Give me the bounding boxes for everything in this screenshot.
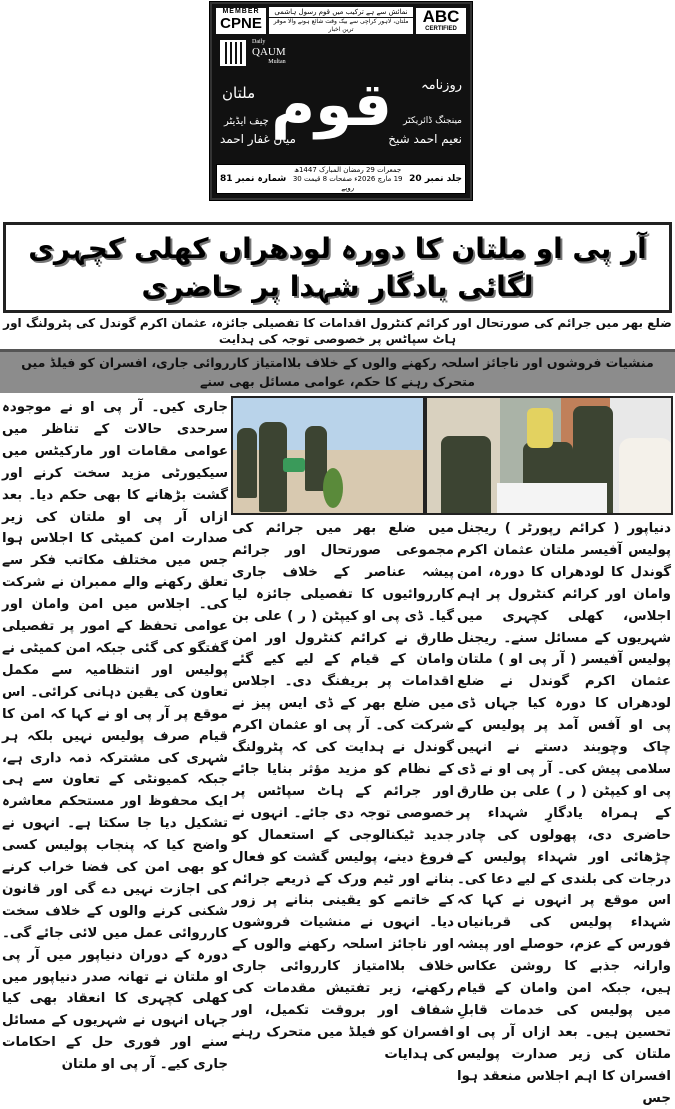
- date-line: جمعرات 29 رمضان المبارک 1447ھ 19 مارچ 2026ء صفحات 8 قیمت 30 روپے: [292, 165, 403, 192]
- article-column-1: دنیاپور ( کرائم رپورٹر ) ریجنل پولیس آفیسر ملتان عثمان اکرم گوندل کا لودھراں کا دورہ، امن وامان اور کرائم کنٹرول پر اہم اجلاس، کھلی کچہری میں شہریوں کے مسائل سنے۔ ریجنل پولیس آفیسر ( آر پی او ) ملتان عثمان اکرم گوندل نے ضلع لودھراں کا دورہ کیا جہاں ڈی پی او آفس آمد پر پولیس کے چاک وچوبند دستے نے انہیں سلامی پیش کی۔ آر پی او نے ڈی پی او کیپٹن ( ر ) علی بن طارق کے ہمراہ یادگارِ شہداء پر حاضری دی، پھولوں کی چادر چڑھائی اور شہداء پولیس کے درجات کی بلندی کے لیے دعا کی۔ اس موقع پر انہوں نے کہا کہ شہداء پولیس کی قربانیاں فورس کے عزم، حوصلے اور پیشہ وارانہ جذبے کا روشن عکاس ہیں، جبکہ امن وامان کے قیام میں پولیس کی خدمات قابلِ تحسین ہیں۔ بعد ازاں آر پی او ملتان کی زیر صدارت پولیس افسران کا اہم اجلاس منعقد ہوا جس: [457, 521, 671, 1106]
- tagline-2: ملتان، لاہور کراچی سے بیک وقت شائع ہونے والا موقر ترین اخبار: [269, 18, 413, 34]
- volume-number: جلد نمبر 20: [409, 173, 462, 184]
- daily-qaum-english: Daily QAUM Multan: [252, 39, 286, 65]
- headline: آر پی او ملتان کا دورہ لودھراں کھلی کچہری لگائی یادگار شہدا پر حاضری: [28, 231, 647, 303]
- managing-director-name: نعیم احمد شیخ: [388, 132, 462, 146]
- article-column-3: جاری کیں۔ آر پی او نے موجودہ سرحدی حالات کے تناظر میں عوامی مقامات اور مارکیٹس میں سیکیورٹی مزید سخت کرنے اور گشت بڑھانے کا بھی حکم دیا۔ بعد ازاں آر پی او ملتان کی زیر صدارت امن کمیٹی کا اجلاس ہوا جس میں مختلف مکاتب فکر سے تعلق رکھنے والے ممبران نے شرکت کی۔ اجلاس میں امن وامان اور عوامی تحفظ کے امور پر تفصیلی گفتگو کی گئی جبکہ امن کمیٹی نے پولیس اور انتظامیہ سے مکمل تعاون کی یقین دہانی کرائی۔ اس موقع پر آر پی او نے کہا کہ امن کا قیام صرف پولیس نہیں بلکہ ہر شہری کی مشترکہ ذمہ داری ہے، جبکہ کمیونٹی کے تعاون سے ہی ایک محفوظ اور مستحکم معاشرہ تشکیل دیا جا سکتا ہے۔ انہوں نے واضح کیا کہ پنجاب پولیس کسی کو بھی امن کی فضا خراب کرنے کی اجازت نہیں دے گی اور قانون شکنی کرنے والوں کے خلاف سخت کارروائی عمل میں لائی جائے گی۔ دورہ کے دوران دنیاپور میں آر پی او ملتان نے تھانہ صدر دنیاپور میں کھلی کچہری کا انعقاد بھی کیا جہاں انہوں نے شہریوں کے مسائل سنے اور فوری حل کے احکامات جاری کیے۔ آر پی او ملتان: [2, 400, 228, 1073]
- cpne-badge: MEMBER CPNE: [216, 8, 266, 34]
- issue-number: شمارہ نمبر 81: [220, 173, 287, 184]
- qaum-logo: قوم: [271, 70, 392, 140]
- chief-editor-name: میاں غفار احمد: [220, 132, 296, 146]
- roznama: روزنامہ: [421, 78, 462, 93]
- meeting-photo: [425, 396, 673, 515]
- managing-director-label: مینجنگ ڈائریکٹر: [403, 116, 462, 126]
- article-column-2: میں ضلع بھر میں جرائم کی مجموعی صورتحال اور جرائم پیشہ عناصر کے خلاف جاری کارروائیوں کا تفصیلی جائزہ لیا گیا۔ ڈی پی او کیپٹن ( ر ) علی بن طارق نے کرائم کنٹرول اور امن وامان کے قیام کے لیے کیے گئے اقدامات پر بریفنگ دی۔ اجلاس میں ضلع بھر کے ڈی ایس پیز نے شرکت کی۔ آر پی او عثمان اکرم گوندل نے ہدایت کی کہ پٹرولنگ کے نظام کو مزید مؤثر بنایا جائے اور جرائم کے ہاٹ سپاٹس پر خصوصی توجہ دی جائے۔ انہوں نے جدید ٹیکنالوجی کے استعمال کو فروغ دینے، پولیس گشت کو فعال بنانے اور ٹیم ورک کے ذریعے جرائم کے خاتمے کو یقینی بنانے پر زور دیا۔ انہوں نے منشیات فروشوں اور ناجائز اسلحہ رکھنے والوں کے خلاف بلاامتیاز کارروائی جاری رکھنے، زیر تفتیش مقدمات کی شفاف اور بروقت تکمیل، اور افسران کو فیلڈ میں متحرک رہنے کی ہدایات: [232, 521, 454, 1062]
- tagline: نمائش سے ہے ترکیب میں قوم رسول ہاشمی: [269, 7, 413, 17]
- issue-info: [216, 164, 466, 194]
- chief-editor-label: چیف ایڈیٹر: [224, 116, 269, 127]
- headline-box: [3, 222, 672, 313]
- subheadline: ضلع بھر میں جرائم کی صورتحال اور کرائم کنٹرول اقدامات کا تفصیلی جائزہ، عثمان اکرم گوندل کی پٹرولنگ اور ہاٹ سپاٹس پر خصوصی توجہ کی ہدایت: [3, 316, 672, 346]
- tree-planting-photo: [231, 396, 425, 515]
- qr-code-icon: [220, 40, 246, 66]
- city-name: ملتان: [222, 84, 256, 102]
- highlight-band: منشیات فروشوں اور ناجائز اسلحہ رکھنے والوں کے خلاف بلاامتیاز کارروائی جاری، افسران کو فیلڈ میں متحرک رہنے کا حکم، عوامی مسائل بھی سنے: [0, 349, 675, 393]
- masthead: [210, 2, 472, 200]
- abc-badge: ABC CERTIFIED: [416, 8, 466, 34]
